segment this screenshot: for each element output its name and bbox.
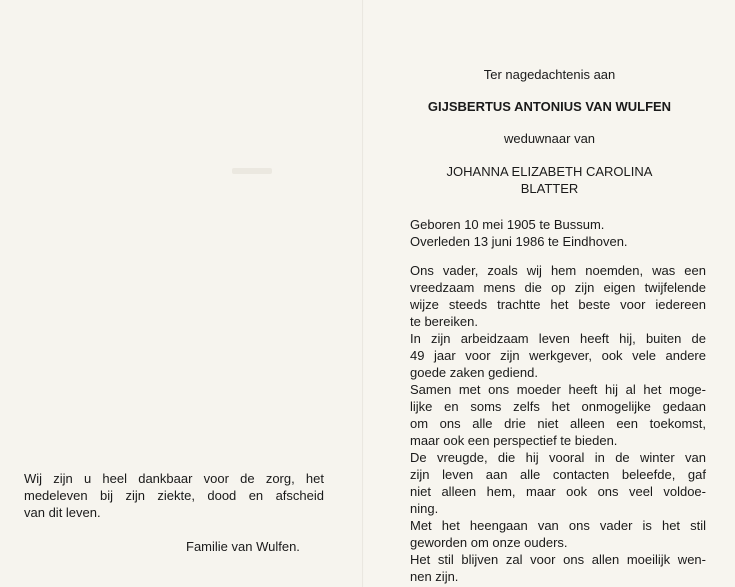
text-line: ning.	[410, 501, 439, 516]
thanks-message	[24, 470, 324, 521]
text-line: lijke en soms zelfs het onmogelijke gedaan	[410, 399, 706, 414]
text-line: te bereiken.	[410, 314, 478, 329]
text-line: nen zijn.	[410, 569, 459, 584]
text-line: In zijn arbeidzaam leven heeft hij, buiten de	[410, 331, 706, 346]
text-line: 49 jaar voor zijn werkgever, ook vele andere	[410, 348, 706, 363]
text-line: Ons vader, zoals wij hem noemden, was een	[410, 263, 706, 278]
text-line: maar ook een perspectief te bieden.	[410, 433, 618, 448]
spouse-name-line: BLATTER	[520, 181, 579, 196]
text-line: zijn leven aan alle contacten beleefde, gaf	[410, 467, 706, 482]
relation-text: weduwnaar van	[503, 131, 596, 146]
text-line: om ons alle drie niet alleen een toekomst,	[410, 416, 706, 431]
thanks-line: van dit leven.	[24, 505, 101, 520]
thanks-line: Wij zijn u heel dankbaar voor de zorg, het	[24, 471, 324, 486]
spouse-name	[364, 163, 735, 197]
life-dates	[410, 216, 628, 250]
text-line: Samen met ons moeder heeft hij al het moge-	[410, 382, 706, 397]
text-line: vreedzaam mens die op zijn eigen twijfelende	[410, 280, 706, 295]
family-signature: Familie van Wulfen.	[186, 539, 300, 554]
death-date: Overleden 13 juni 1986 te Eindhoven.	[410, 234, 628, 249]
text-line: De vreugde, die hij vooral in de winter van	[410, 450, 706, 465]
spouse-name-line: JOHANNA ELIZABETH CAROLINA	[446, 164, 653, 179]
text-line: Met het heengaan van ons vader is het stil	[410, 518, 706, 533]
text-line: wijze steeds trachtte het beste voor iedereen	[410, 297, 706, 312]
intro-text: Ter nagedachtenis aan	[483, 67, 616, 82]
show-through-mark	[232, 168, 272, 174]
text-line: Het stil blijven zal voor ons allen moeilijk wen-	[410, 552, 706, 567]
text-line: goede zaken gediend.	[410, 365, 538, 380]
remembrance-text	[410, 262, 706, 585]
text-line: geworden om onze ouders.	[410, 535, 568, 550]
deceased-name: GIJSBERTUS ANTONIUS VAN WULFEN	[427, 99, 672, 114]
birth-date: Geboren 10 mei 1905 te Bussum.	[410, 217, 605, 232]
text-line: niet alleen hem, maar ook ons veel voldoe-	[410, 484, 706, 499]
thanks-line: medeleven bij zijn ziekte, dood en afscheid	[24, 488, 324, 503]
left-panel	[0, 0, 362, 587]
